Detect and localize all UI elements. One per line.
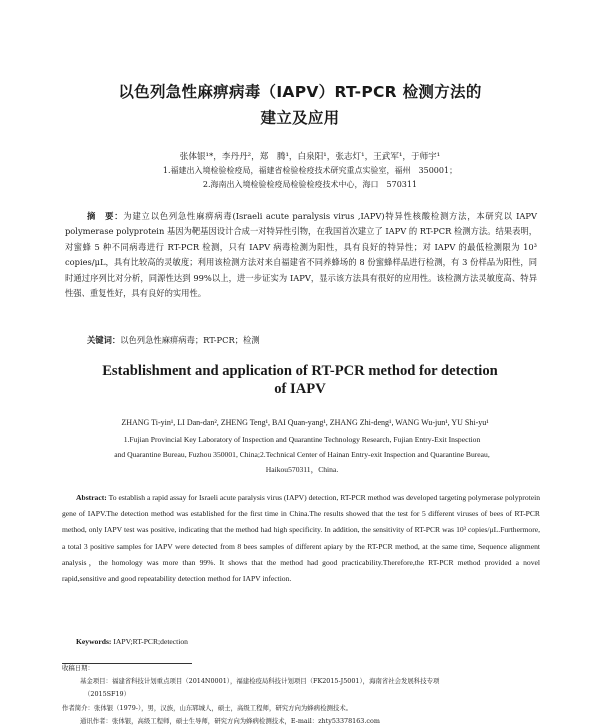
authors-cn: 张体银¹*，李丹丹²，郑 腾¹，白泉阳¹，张志灯¹，王武军¹，于师宇¹ (179, 152, 441, 162)
keywords-cn-text: 以色列急性麻痹病毒；RT-PCR；检测 (120, 335, 260, 345)
authors-en: ZHANG Ti-yin¹, LI Dan-dan², ZHENG Teng¹, BAI Quan-yang¹, ZHANG Zhi-deng¹, WANG Wu-jun¹, YU Shi-yu¹ (121, 418, 489, 427)
abstract-en (62, 490, 540, 587)
keywords-cn-label: 关键词： (87, 335, 121, 345)
affiliation-en-2: and Quarantine Bureau, Fuzhou 350001, China;2.Technical Center of Hainan Entry-exit Inspection and Quarantine Bureau, (114, 450, 490, 459)
keywords-en-label: Keywords: (76, 637, 112, 646)
abstract-cn-label: 摘 要： (87, 211, 124, 221)
abstract-cn-text: 为建立以色列急性麻痹病毒(Israeli acute paralysis virus ,IAPV)特异性核酸检测方法，本研究以 IAPV polymerase polyprotein 基因为靶基因设计合成一对特异性引物，在我国首次建立了 IAPV 的 RT-PCR 检测方法。结果表明，对蜜蜂 5 种不同病毒进行 RT-PCR 检测，只有 IAPV 病毒检测为阳性，具有良好的特异性；对 IAPV 的最低检测限为 10³ copies/μL，具有比较高的灵敏度；利用该检测方法对来自福建省不同养蜂场的 8 份蜜蜂样品进行检测，有 3 份样品为阳性，同时通过序列比对分析，同源性达到 99%以上，进一步证实为 IAPV，显示该方法具有很好的应用性。该检测方法灵敏度高、特异性强、重复性好，具有良好的实用性。 (65, 211, 537, 299)
footnote-fund-line1: 基金项目：福建省科技计划重点项目（2014N0001），福建检疫局科技计划项目（FK2015-J5001），海南省社会发展科技专项 (80, 677, 440, 686)
affiliation-en-1: 1.Fujian Provincial Key Laboratory of Inspection and Quarantine Technology Research, Fujian Entry-Exit Inspection (123, 435, 481, 444)
footnote (62, 662, 540, 728)
affiliation-en-3: Haikou570311，China. (265, 465, 339, 474)
footnote-received: 收稿日期： (62, 664, 94, 672)
footnote-author: 作者简介：张体银（1979-），男，汉族，山东郓城人，硕士，高级工程师，研究方向为蜂病检测技术。 (62, 703, 353, 712)
title-cn-line2: 建立及应用 (260, 109, 340, 127)
affiliation-cn-1: 1.福建出入境检验检疫局，福建省检验检疫技术研究重点实验室，福州 350001； (162, 166, 458, 175)
keywords-en-text: IAPV;RT-PCR;detection (113, 637, 188, 646)
title-en-line2: of IAPV (274, 381, 326, 397)
title-cn-line1: 以色列急性麻痹病毒（IAPV）RT-PCR 检测方法的 (118, 83, 482, 101)
affiliation-cn-2: 2.海南出入境检验检疫局检验检疫技术中心，海口 570311 (202, 180, 418, 189)
keywords-cn (65, 334, 537, 346)
footnote-fund-line2: （2015SF19） (84, 690, 130, 699)
abstract-en-label: Abstract: (76, 493, 107, 502)
abstract-cn (65, 209, 537, 301)
abstract-en-text: To establish a rapid assay for Israeli acute paralysis virus (IAPV) detection, RT-PCR method was developed targeting polymerase polyprotein gene of IAPV.The detection method was established for the first time in China.The results showed that the test for 5 different viruses of bees of RT-PCR method, only IAPV test was positive, indicating that the method had high specificity. In addition, the sensitivity of RT-PCR was 10³ copies/μL.Furthermore, a total 3 positive samples for IAPV were detected from 8 bees samples of different apiary by the RT-PCR method, at the same time, Sequence alignment analysis，the homology was more than 99%. It shows that the method had good practicability.Therefore,the RT-PCR method provided a novel rapid,sensitive and good repeatability detection method for IAPV infection. (62, 493, 541, 584)
title-en-line1: Establishment and application of RT-PCR method for detection (102, 363, 498, 379)
keywords-en (62, 637, 540, 646)
footnote-corresponding: 通讯作者：张体银，高级工程师，硕士生导师，研究方向为蜂病检测技术，E-mail：zhty53378163.com (80, 716, 380, 725)
